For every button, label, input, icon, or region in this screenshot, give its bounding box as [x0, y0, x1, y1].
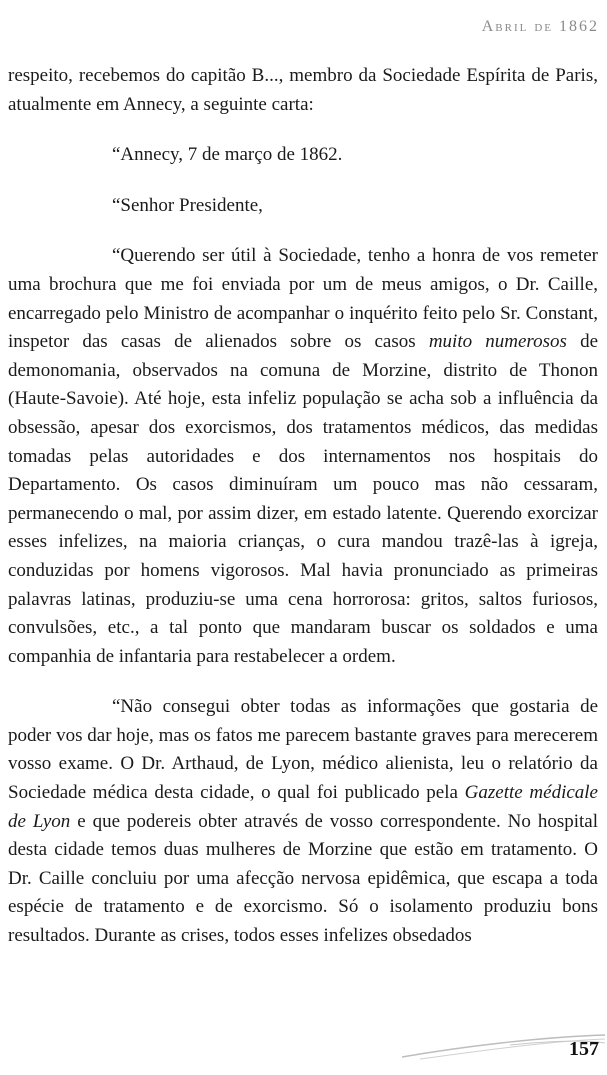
running-header: Abril de 1862	[481, 18, 599, 35]
body-text	[8, 62, 598, 951]
journal-title: Gazette médicale de Lyon	[8, 782, 598, 832]
page-number: 157	[569, 1038, 599, 1060]
letter-salutation: “Senhor Presidente,	[112, 194, 263, 216]
italic-emphasis: muito numerosos	[428, 331, 567, 353]
paragraph-1-text: “Querendo ser útil à Sociedade, tenho a honra de vos remeter uma brochura que me foi enviada por um de meus amigos, o Dr. Caille, encarregado pelo Ministro de acompanhar o inquérito feito pelo Sr. Constant, inspetor das casas de alienados sobre os casos	[8, 245, 598, 353]
letter-paragraph-2	[8, 693, 598, 950]
letter-paragraph-1	[8, 242, 598, 671]
intro-paragraph: respeito, recebemos do capitão B..., membro da Sociedade Espírita de Paris, atualmente em Annecy, a seguinte carta:	[8, 65, 598, 115]
letter-dateline: “Annecy, 7 de março de 1862.	[112, 144, 343, 166]
paragraph-2-text-cont: e que podereis obter através de vosso correspondente. No hospital desta cidade temos duas mulheres de Morzine que estão em tratamento. O Dr. Caille concluiu por uma afecção nervosa epidêmica, que escapa a toda espécie de tratamento e de exorcismo. Só o isolamento produziu bons resultados. Durante as crises, todos esses infelizes obsedados	[8, 810, 598, 947]
paragraph-1-text-cont: de demonomania, observados na comuna de Morzine, distrito de Thonon (Haute-Savoie). Até hoje, esta infeliz população se acha sob a influência da obsessão, apesar dos exorcismos, dos tratamentos médicos, das medidas tomadas pelas autoridades e dos internamentos nos hospitais do Departamento. Os casos diminuíram um pouco mas não cessaram, permanecendo o mal, por assim dizer, em estado latente. Querendo exorcizar esses infelizes, na maioria crianças, o cura mandou trazê-las à igreja, conduzidas por homens vigorosos. Mal havia pronunciado as primeiras palavras latinas, produziu-se uma cena horrorosa: gritos, saltos furiosos, convulsões, etc., a tal ponto que mandaram buscar os soldados e uma companhia de infantaria para restabelecer a ordem.	[8, 331, 599, 667]
paragraph-2-text: “Não consegui obter todas as informações que gostaria de poder vos dar hoje, mas os fatos me parecem bastante graves para merecerem vosso exame. O Dr. Arthaud, de Lyon, médico alienista, leu o relatório da Sociedade médica desta cidade, o qual foi publicado pela	[8, 696, 598, 804]
